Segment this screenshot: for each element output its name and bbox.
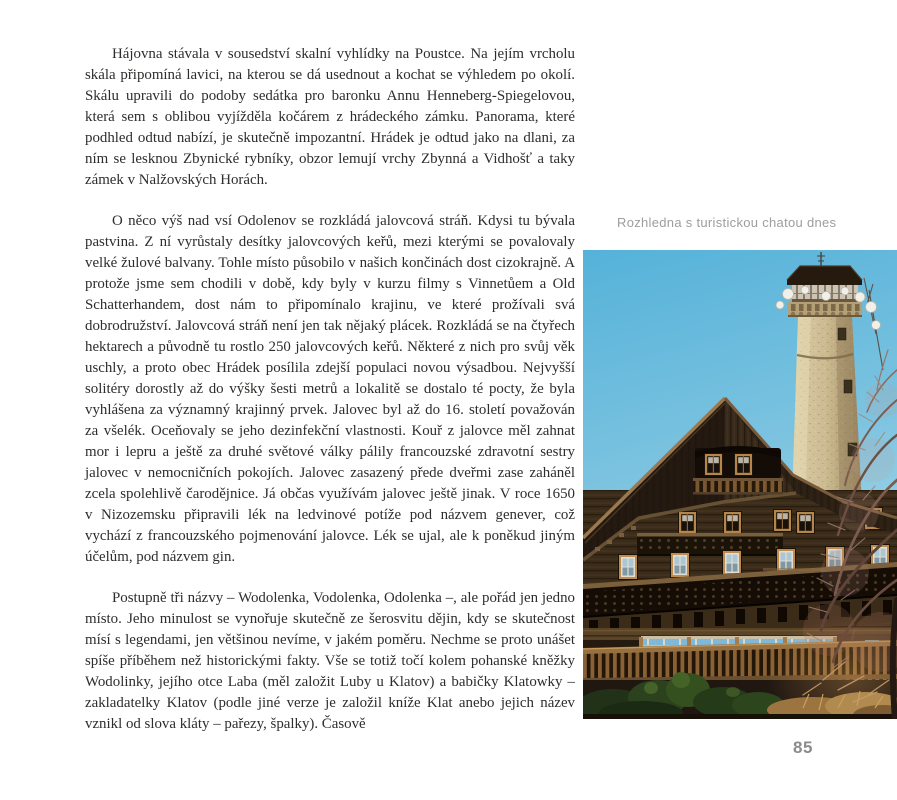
paragraph-1: Hájovna stávala v sousedství skalní vyhlídky na Poustce. Na jejím vrcholu skála připomíná lavici, na kterou se dá usednout a kochat se výhledem po okolí. Skálu upravili do podoby sedátka pro baronku Annu Henneberg-Spiegelovou, která sem s oblibou vyjížděla kočárem z hrádeckého zámku. Panorama, které podhled odtud nabízí, je skutečně impozantní. Hrádek je odtud jako na dlani, za ním se lesknou Zbynické rybníky, obzor lemují vrchy Zbynná a Vidhošť a taky zámek v Nalžovských Horách. xyxy=(85,46,575,188)
paragraph-3: Postupně tři názvy – Wodolenka, Vodolenka, Odolenka –, ale pořád jen jedno místo. Jeho minulost se vynořuje skutečně ze šerosvitu dějin, kdy se skutečnost mísí s legendami, jen většinou nevíme, v jakém poměru. Nechme se proto unášet spíše příběhem než historickými fakty. Vše se totiž točí kolem pohanské kněžky Wodolinky, jejího otce Laba (měl založit Luby u Klatov) a babičky Klatowky – zakladatelky Klatov (podle jiné verze je založil kníže Klat anebo jejich název vznikl od slova kláty – pařezy, špalky). Časově xyxy=(85,590,575,732)
ground-shadow xyxy=(583,714,897,719)
corbel-ring xyxy=(788,302,862,317)
photo-caption: Rozhledna s turistickou chatou dnes xyxy=(617,215,837,230)
tower-photo-figure xyxy=(583,250,897,719)
gable-balcony xyxy=(693,446,783,495)
paragraph-2: O něco výš nad vsí Odolenov se rozkládá jalovcová stráň. Kdysi tu bývala pastvina. Z ní vyrůstaly desítky jalovcových keřů, mezi kterými se povalovaly velké žulové balvany. Tohle místo působilo v našich končinách dost cizokrajně. A protože jsme sem chodili v době, kdy byly v kurzu filmy s Vinnetůem a Old Schatterhandem, dost nám to připomínalo krajinu, ve které prožívali svá dobrodružství. Jalovcová stráň není jen tak nějaký plácek. Rozkládá se na čtyřech hektarech a původně tu rostlo 250 jalovcových keřů. Některé z nich pro svůj věk uschly, a proto obec Hrádek posílila zdejší populaci novou výsadbou. Nejvyšší solitéry dorostly až do výšky šesti metrů a lokalitě se dostalo té pocty, že byla vyhlášena za významný krajinný prvek. Jalovec byl až do 16. století považován za všelék. Oceňovaly se jeho dezinfekční vlastnosti. Kouř z jalovce měl zahnat mor i lepru a ještě za druhé světové války pálily francouzské zdravotní sestry jalovec v nemocničních pokojích. Jalovec zasazený přede dveřmi zase zaháněl zcela spolehlivě čarodějnice. Já občas využívám jalovec ještě jinak. V roce 1650 v Nizozemsku připravili lék na ledvinové potíže pod názvem genever, což vychází z francouzského pojmenování jalovce. Lék se ujal, ale k poněkud jiným účelům, pod názvem gin. xyxy=(85,213,575,565)
upper-balcony-railing xyxy=(637,533,783,556)
body-text-column xyxy=(85,44,575,755)
tower-photo xyxy=(583,250,897,719)
page-number: 85 xyxy=(793,738,813,757)
